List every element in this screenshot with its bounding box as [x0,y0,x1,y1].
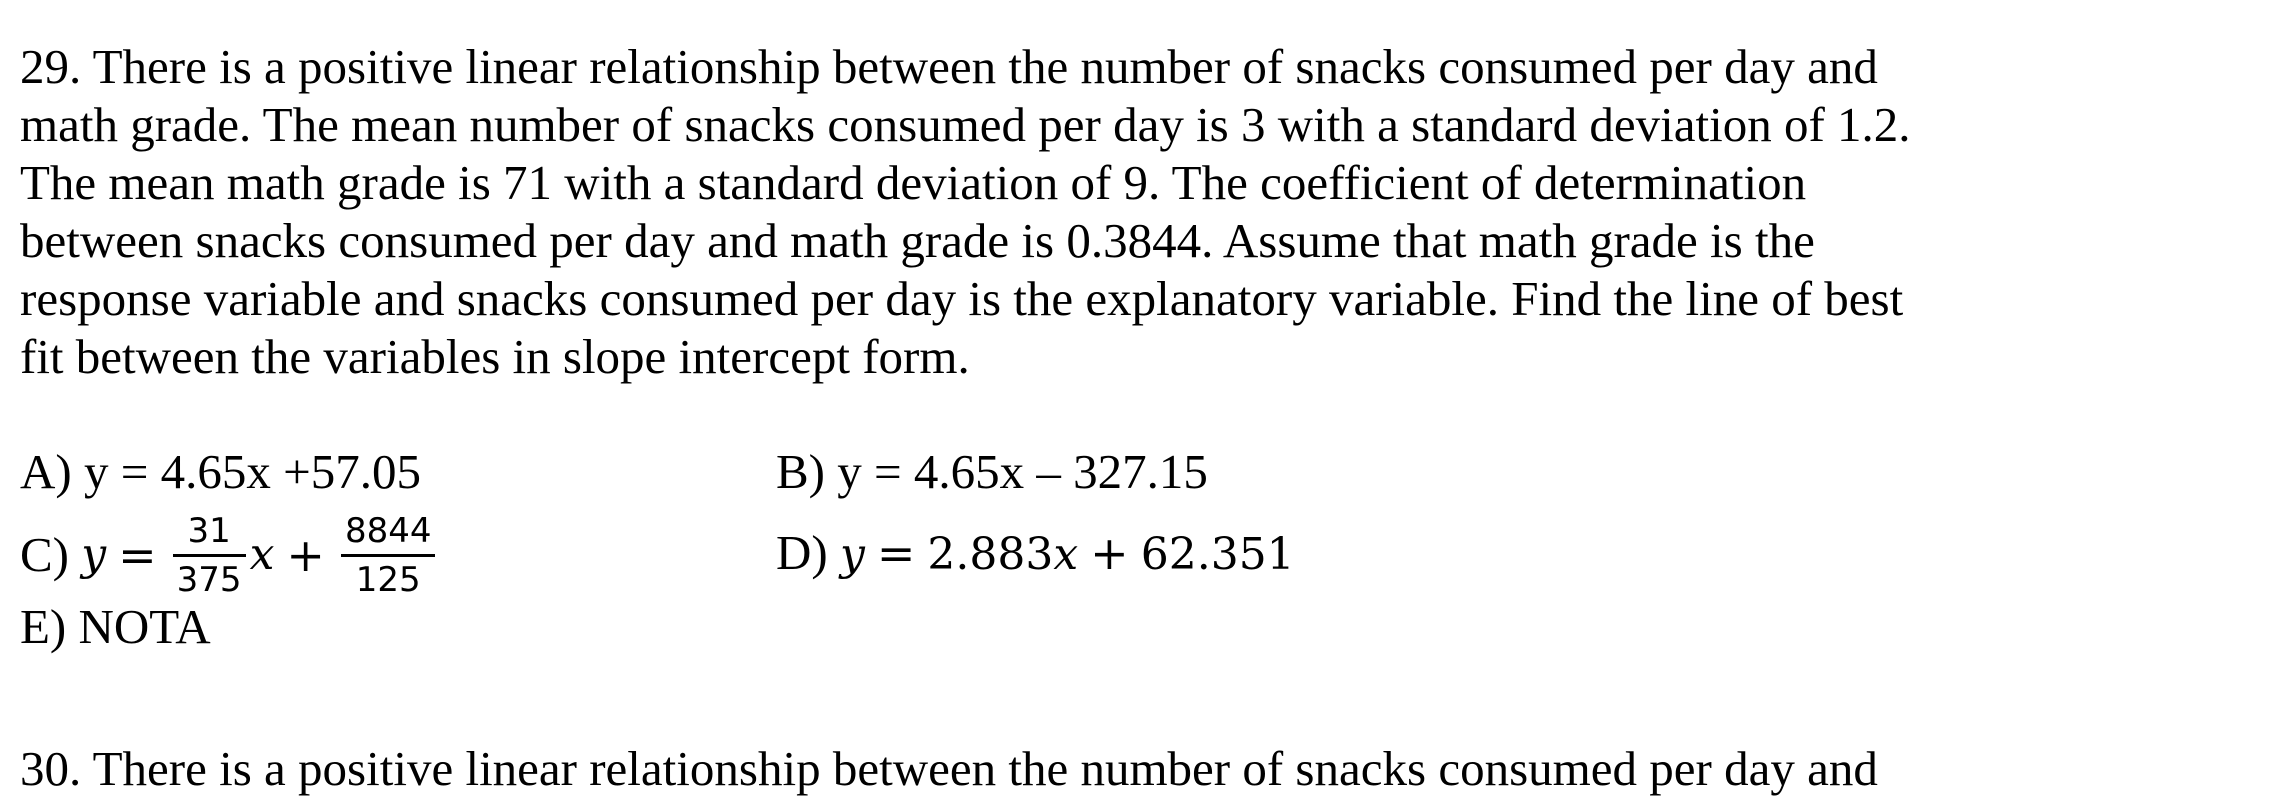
fraction-numerator: 8844 [344,510,432,551]
next-question-cut-off [20,741,1878,796]
fraction-numerator: 31 [187,510,231,551]
option-e: E) NOTA [20,599,211,654]
fraction-bar [341,554,436,557]
option-c-fraction-slope [173,511,246,600]
question-text [20,38,2020,386]
option-d-slope: 2.883 [927,529,1054,580]
question-line: 29. There is a positive linear relationship between the number of snacks consumed per day and [20,39,1878,94]
option-c-plus: + [286,528,325,582]
option-a: A) y = 4.65x +57.05 [20,444,421,499]
question-line: between snacks consumed per day and math grade is 0.3844. Assume that math grade is the [20,213,1815,268]
option-d [776,524,1295,584]
option-d-x: x [1053,529,1079,580]
fraction-denominator: 375 [176,559,242,600]
question-line: math grade. The mean number of snacks consumed per day is 3 with a standard deviation of 1.2. [20,97,1911,152]
option-d-equals: = [876,526,916,580]
option-c-equals: = [118,528,157,582]
fraction-denominator: 125 [355,559,421,600]
option-c-prefix: C) [20,527,82,582]
option-d-plus: + [1090,526,1129,580]
option-c [20,500,439,610]
next-question-fragment: 30. There is a positive linear relationship between the number of snacks consumed per day and [20,741,1878,796]
option-d-prefix: D) [776,525,840,580]
option-c-x: x [249,529,275,580]
fraction-bar [173,554,246,557]
option-b: B) y = 4.65x – 327.15 [776,444,1208,499]
question-line: response variable and snacks consumed per day is the explanatory variable. Find the line of best [20,271,1904,326]
question-line: fit between the variables in slope intercept form. [20,329,970,384]
option-c-fraction-intercept [341,511,436,600]
option-c-y: y [81,529,107,580]
option-d-y: y [839,529,865,580]
question-line: The mean math grade is 71 with a standard deviation of 9. The coefficient of determination [20,155,1807,210]
option-d-intercept: 62.351 [1140,529,1295,580]
